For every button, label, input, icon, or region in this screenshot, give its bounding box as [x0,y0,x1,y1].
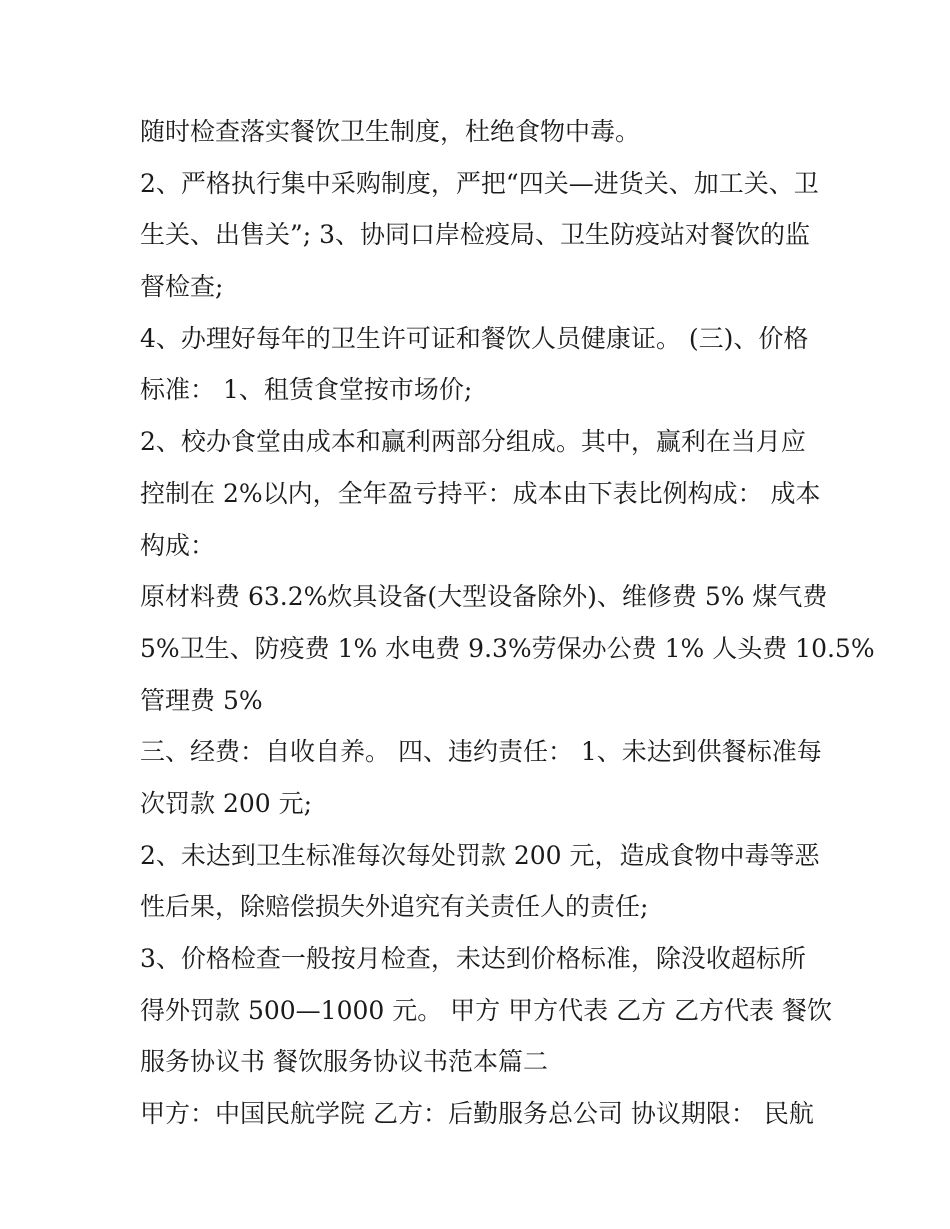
text-line: 2、严格执行集中采购制度，严把“四关—进货关、加工关、卫 [140,168,819,198]
text-line: 三、经费：自收自养。 四、违约责任： 1、未达到供餐标准每 [140,737,822,767]
text-line: 服务协议书 餐饮服务协议书范本篇二 [140,1047,548,1077]
document-body [140,106,875,1140]
text-line: 构成： [140,530,216,560]
text-line: 5%卫生、防疫费 1% 水电费 9.3%劳保办公费 1% 人头费 10.5% [140,633,875,663]
text-line: 性后果，除赔偿损失外追究有关责任人的责任; [140,892,649,922]
text-line: 次罚款 200 元; [140,788,313,818]
text-line: 4、办理好每年的卫生许可证和餐饮人员健康证。 (三)、价格 [140,323,809,353]
text-line: 控制在 2%以内，全年盈亏持平：成本由下表比例构成： 成本 [140,478,821,508]
text-line: 督检查; [140,272,224,302]
text-line: 甲方：中国民航学院 乙方：后勤服务总公司 协议期限： 民航 [140,1099,814,1129]
text-line: 标准： 1、租赁食堂按市场价; [140,375,473,405]
text-line: 原材料费 63.2%炊具设备(大型设备除外)、维修费 5% 煤气费 [140,582,828,612]
text-line: 得外罚款 500—1000 元。 甲方 甲方代表 乙方 乙方代表 餐饮 [140,995,832,1025]
text-line: 生关、出售关”; 3、协同口岸检疫局、卫生防疫站对餐饮的监 [140,220,811,250]
text-line: 3、价格检查一般按月检查，未达到价格标准，除没收超标所 [140,944,806,973]
text-line: 随时检查落实餐饮卫生制度，杜绝食物中毒。 [140,117,641,146]
text-line: 管理费 5% [140,685,263,715]
text-line: 2、未达到卫生标准每次每处罚款 200 元，造成食物中毒等恶 [140,840,820,870]
text-line: 2、校办食堂由成本和赢利两部分组成。其中，赢利在当月应 [140,427,806,457]
